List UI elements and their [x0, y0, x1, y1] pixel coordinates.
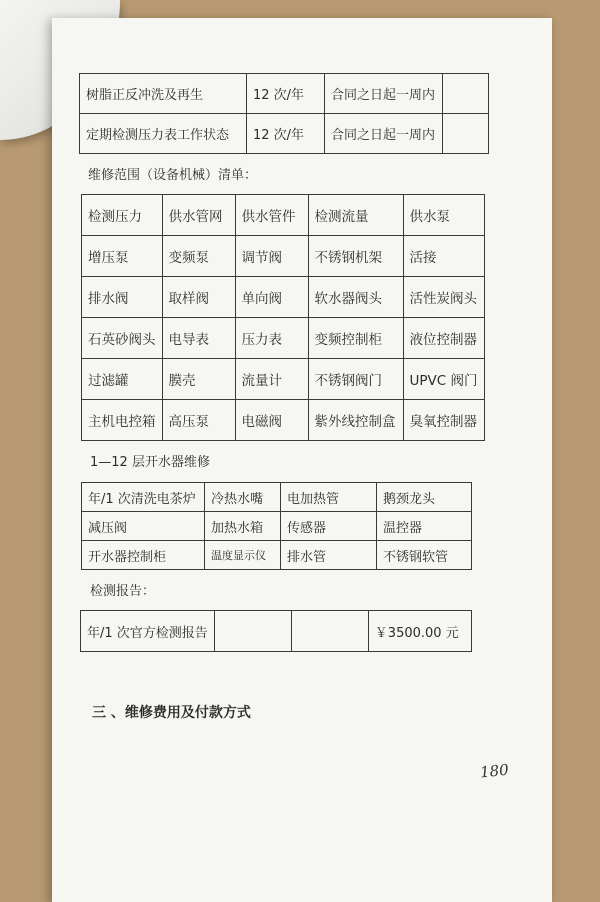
table-cell: 液位控制器 [403, 318, 484, 359]
table-cell: 鹅颈龙头 [377, 483, 472, 512]
table-cell: 温控器 [377, 512, 472, 541]
table-cell: 12 次/年 [247, 114, 325, 154]
table-cell: 主机电控箱 [82, 400, 163, 441]
table-cell: 变频控制柜 [308, 318, 403, 359]
table-cell: 臭氧控制器 [403, 400, 484, 441]
table-row [80, 74, 489, 114]
table-cell: 不锈钢机架 [308, 236, 403, 277]
table-cell: 活性炭阀头 [403, 277, 484, 318]
table-cell [443, 74, 489, 114]
table-cell: 膜壳 [162, 359, 235, 400]
equipment-scope-table [81, 194, 485, 441]
table-cell: 年/1 次清洗电茶炉 [82, 483, 205, 512]
table-cell: 传感器 [281, 512, 377, 541]
boiler-title: 1—12 层开水器维修 [90, 455, 210, 470]
table-cell: 冷热水嘴 [205, 483, 281, 512]
table-row [82, 236, 485, 277]
water-boiler-table [81, 482, 472, 570]
table-cell: 调节阀 [235, 236, 308, 277]
table-cell: ￥3500.00 元 [368, 611, 471, 652]
table-row [82, 318, 485, 359]
table-cell: UPVC 阀门 [403, 359, 484, 400]
table-row [82, 195, 485, 236]
table-cell: 变频泵 [162, 236, 235, 277]
table-cell [214, 611, 291, 652]
table-cell: 供水管件 [235, 195, 308, 236]
maintenance-schedule-table [79, 73, 489, 154]
table-cell: 不锈钢阀门 [308, 359, 403, 400]
table-cell: 电加热管 [281, 483, 377, 512]
table-cell: 电导表 [162, 318, 235, 359]
table-cell: 温度显示仪 [205, 541, 281, 570]
table-cell: 合同之日起一周内 [325, 74, 443, 114]
table-cell: 开水器控制柜 [82, 541, 205, 570]
table-cell: 单向阀 [235, 277, 308, 318]
table-cell: 增压泵 [82, 236, 163, 277]
table-cell: 排水阀 [82, 277, 163, 318]
table-cell: 检测压力 [82, 195, 163, 236]
table-cell: 活接 [403, 236, 484, 277]
table-cell: 树脂正反冲洗及再生 [80, 74, 247, 114]
document-page [52, 18, 552, 902]
scope-title: 维修范围（设备机械）清单： [88, 168, 258, 183]
table-cell: 减压阀 [82, 512, 205, 541]
table-row [82, 512, 472, 541]
table-cell: 12 次/年 [247, 74, 325, 114]
table-cell: 供水泵 [403, 195, 484, 236]
table-cell: 不锈钢软管 [377, 541, 472, 570]
table-row [82, 400, 485, 441]
table-cell: 紫外线控制盒 [308, 400, 403, 441]
table-cell: 加热水箱 [205, 512, 281, 541]
table-cell: 取样阀 [162, 277, 235, 318]
report-title: 检测报告： [90, 584, 156, 599]
table-cell: 检测流量 [308, 195, 403, 236]
table-cell: 年/1 次官方检测报告 [81, 611, 215, 652]
table-cell: 高压泵 [162, 400, 235, 441]
table-row [81, 611, 472, 652]
table-cell: 流量计 [235, 359, 308, 400]
table-cell: 过滤罐 [82, 359, 163, 400]
page-number: 180 [479, 760, 510, 782]
table-cell: 软水器阀头 [308, 277, 403, 318]
section-heading: 三 、维修费用及付款方式 [92, 705, 251, 721]
table-cell [443, 114, 489, 154]
table-row [82, 359, 485, 400]
table-cell: 压力表 [235, 318, 308, 359]
inspection-report-table [80, 610, 472, 652]
table-cell: 定期检测压力表工作状态 [80, 114, 247, 154]
table-row [82, 541, 472, 570]
table-row [82, 277, 485, 318]
table-cell: 供水管网 [162, 195, 235, 236]
table-row [80, 114, 489, 154]
table-cell: 排水管 [281, 541, 377, 570]
table-cell: 电磁阀 [235, 400, 308, 441]
table-cell: 合同之日起一周内 [325, 114, 443, 154]
table-row [82, 483, 472, 512]
table-cell: 石英砂阀头 [82, 318, 163, 359]
table-cell [291, 611, 368, 652]
